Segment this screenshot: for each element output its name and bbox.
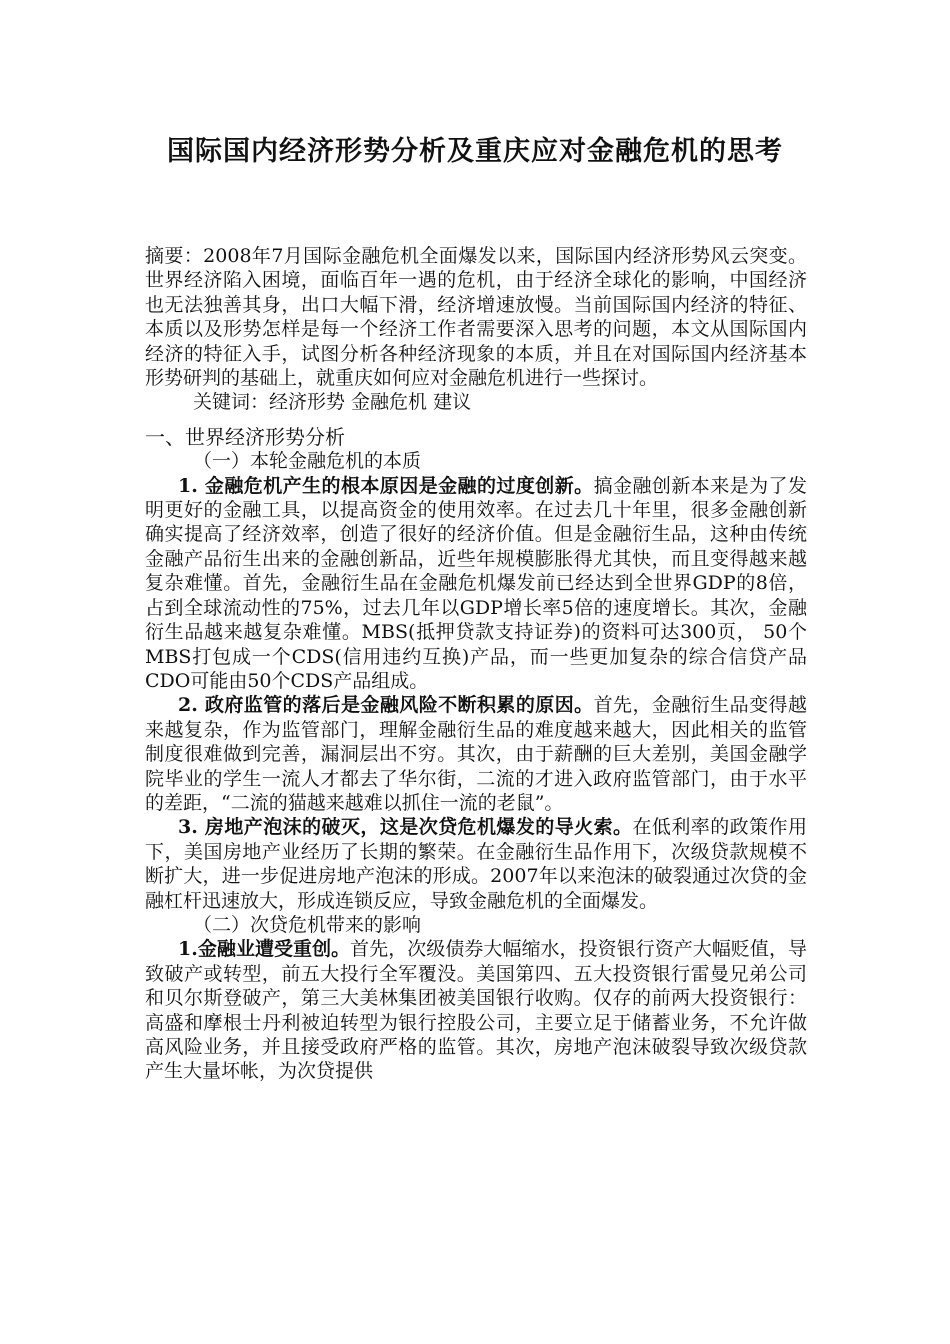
paragraph-text: 首先，金融衍生品变得越来越复杂，作为监管部门，理解金融衍生品的难度越来越大，因此相关的监管制度很难做到完善，漏洞层出不穷。其次，由于薪酬的巨大差别，美国金融学院毕业的学生一流人才都去了华尔街，二流的才进入政府监管部门，由于水平的差距，“二流的猫越来越难以抓住一流的老鼠”。: [145, 694, 807, 814]
document-title: 国际国内经济形势分析及重庆应对金融危机的思考: [167, 136, 783, 167]
keywords-line: 关键词：经济形势 金融危机 建议: [193, 391, 472, 414]
paragraph-lead: 1.金融业遭受重创。: [178, 938, 351, 961]
paragraph-text: 在低利率的政策作用下，美国房地产业经历了长期的繁荣。在金融衍生品作用下，次级贷款规模不断扩大，进一步促进房地产泡沫的形成。2007年以来泡沫的破裂通过次贷的金融杠杆迅速放大，形成连锁反应，导致金融危机的全面爆发。: [145, 816, 807, 912]
paragraph-over-innovation: [145, 474, 807, 694]
document-body: [145, 244, 807, 1084]
subsection-heading-crisis-impact: （二）次贷危机带来的影响: [193, 913, 422, 936]
paragraph-lead: 3. 房地产泡沫的破灭，这是次贷危机爆发的导火索。: [178, 816, 633, 839]
paragraph-finance-hit: [145, 937, 807, 1083]
paragraph-regulation-lag: [145, 693, 807, 815]
subsection-heading-crisis-nature: （一）本轮金融危机的本质: [193, 450, 422, 473]
paragraph-lead: 2. 政府监管的落后是金融风险不断积累的原因。: [178, 694, 594, 717]
paragraph-housing-bubble: [145, 815, 807, 913]
section-heading-world-economy: 一、世界经济形势分析: [145, 424, 345, 449]
abstract-paragraph: 摘要：2008年7月国际金融危机全面爆发以来，国际国内经济形势风云突变。世界经济陷入困境，面临百年一遇的危机，由于经济全球化的影响，中国经济也无法独善其身，出口大幅下滑，经济增速放慢。当前国际国内经济的特征、本质以及形势怎样是每一个经济工作者需要深入思考的问题，本文从国际国内经济的特征入手，试图分析各种经济现象的本质，并且在对国际国内经济基本形势研判的基础上，就重庆如何应对金融危机进行一些探讨。: [145, 245, 807, 390]
paragraph-lead: 1. 金融危机产生的根本原因是金融的过度创新。: [178, 474, 594, 497]
paragraph-text: 搞金融创新本来是为了发明更好的金融工具，以提高资金的使用效率。在过去几十年里，很多金融创新确实提高了经济效率，创造了很好的经济价值。但是金融衍生品，这种由传统金融产品衍生出来的金融创新品，近些年规模膨胀得尤其快，而且变得越来越复杂难懂。首先，金融衍生品在金融危机爆发前已经达到全世界GDP的8倍，占到全球流动性的75%，过去几年以GDP增长率5倍的速度增长。其次，金融衍生品越来越复杂难懂。MBS(抵押贷款支持证券)的资料可达300页， 50个MBS打包成一个CDS(信用违约互换)产品，而一些更加复杂的综合信贷产品CDO可能由50个CDS产品组成。: [145, 474, 807, 692]
paragraph-text: 首先，次级债券大幅缩水，投资银行资产大幅贬值，导致破产或转型，前五大投行全军覆没。美国第四、五大投资银行雷曼兄弟公司和贝尔斯登破产，第三大美林集团被美国银行收购。仅存的前两大投资银行：高盛和摩根士丹利被迫转型为银行控股公司，主要立足于储蓄业务，不允许做高风险业务，并且接受政府严格的监管。其次，房地产泡沫破裂导致次级贷款产生大量坏帐，为次贷提供: [145, 938, 807, 1083]
